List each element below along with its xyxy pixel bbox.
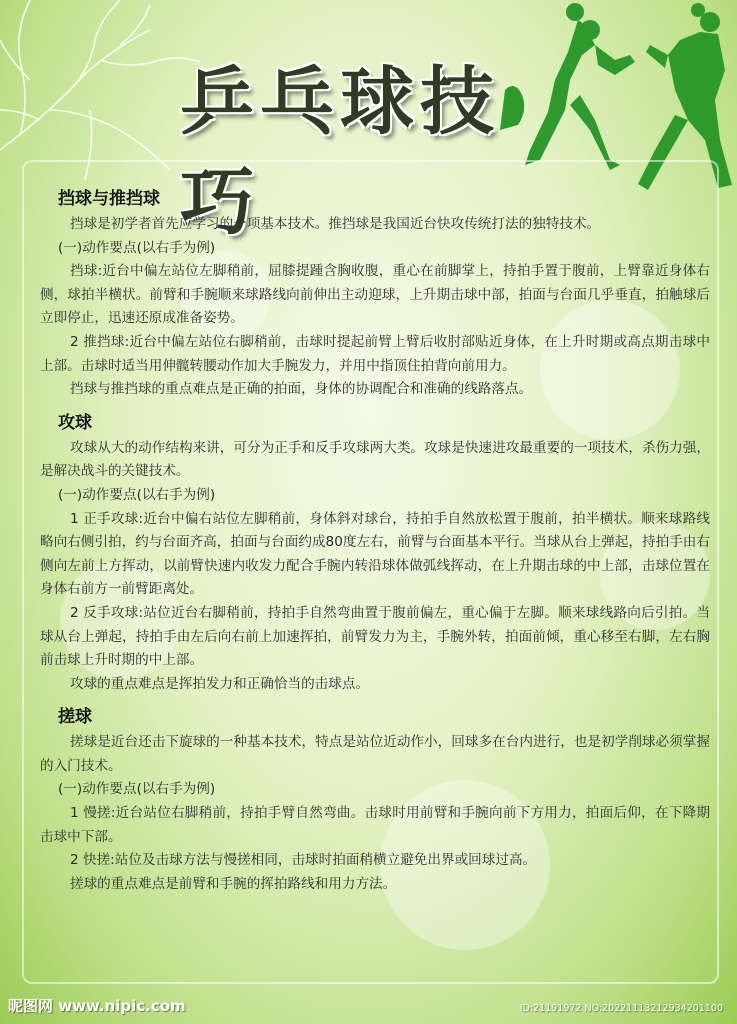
paragraph: 搓球是近台还击下旋球的一种基本技术，特点是站位近动作小，回球多在台内进行，也是初学削球必须掌握的入门技术。	[40, 734, 710, 774]
paragraph: 挡球是初学者首先应学习的一项基本技术。推挡球是我国近台快攻传统打法的独特技术。	[70, 216, 601, 232]
paragraph: 搓球的重点难点是前臂和手腕的挥拍路线和用力方法。	[70, 875, 397, 892]
subheading: (一)动作要点(以右手为例)	[58, 239, 216, 256]
page-title: 乒乓球技巧	[180, 59, 500, 245]
section-heading: 挡球与推挡球	[58, 189, 160, 209]
section-heading: 搓球	[58, 707, 92, 728]
paragraph: 1 慢搓:近台站位右脚稍前，持拍手臂自然弯曲。击球时用前臂和手腕向前下方用力，拍面后仰，在下降期击球中下部。	[40, 805, 710, 845]
section-heading: 攻球	[58, 412, 92, 433]
racket-icon	[566, 3, 584, 21]
paragraph: 挡球与推挡球的重点难点是正确的拍面，身体的协调配合和准确的线路落点。	[70, 381, 533, 398]
watermark-id: ID:21191972 NO:20221113212934201100	[519, 1003, 723, 1014]
paragraph: 2 反手攻球:站位近台右脚稍前，持拍手自然弯曲置于腹前偏左，重心偏于左脚。顺来球线路向后引拍。当球从台上弹起，持拍手由左后向右前上加速挥拍，前臂发力为主，手腕外转，拍面前倾，重心移至右脚，左右胸前击球上升时期的中上部。	[40, 604, 710, 669]
paragraph: 2 快搓:站位及击球方法与慢搓相同，击球时拍面稍横立避免出界或回球过高。	[70, 852, 537, 869]
paragraph: 挡球:近台中偏左站位左脚稍前，屈膝提踵含胸收腹，重心在前脚掌上，持拍手置于腹前，上臂靠近身体右侧，球拍半横状。前臂和手腕顺来球路线向前伸出主动迎球，上升期击球中部，拍面与台面几乎垂直，拍触球后立即停止，迅速还原成准备姿势。	[40, 263, 710, 327]
paragraph: 2 推挡球:近台中偏左站位右脚稍前，击球时提起前臂上臂后收肘部贴近身体，在上升时期或高点期击球中上部。击球时适当用伸髋转腰动作加大手腕发力，并用中指顶住拍背向前用力。	[40, 333, 710, 374]
racket-icon	[691, 3, 705, 17]
subheading: (一)动作要点(以右手为例)	[58, 486, 216, 503]
subheading: (一)动作要点(以右手为例)	[58, 781, 216, 798]
paragraph: 攻球从大的动作结构来讲，可分为正手和反手攻球两大类。攻球是快速进攻最重要的一项技术，杀伤力强，是解决战斗的关键技术。	[40, 439, 710, 480]
paragraph: 1 正手攻球:近台中偏右站位左脚稍前，身体斜对球台，持拍手自然放松置于腹前，拍半横状。顺来球路线略向右侧引拍，约与台面齐高，拍面与台面约成80度左右，前臂与台面基本平行。当球从台上弹起，持拍手由右侧向左前上方挥动，以前臂快速内收发力配合手腕内转沿球体做弧线挥动，在上升期击球的中上部，击球位置在身体右前方一前臂距离处。	[40, 510, 710, 598]
watermark-site: 昵图网 www.nipic.com	[8, 997, 186, 1015]
content-body	[40, 184, 710, 896]
paragraph: 攻球的重点难点是挥拍发力和正确恰当的击球点。	[70, 675, 370, 692]
